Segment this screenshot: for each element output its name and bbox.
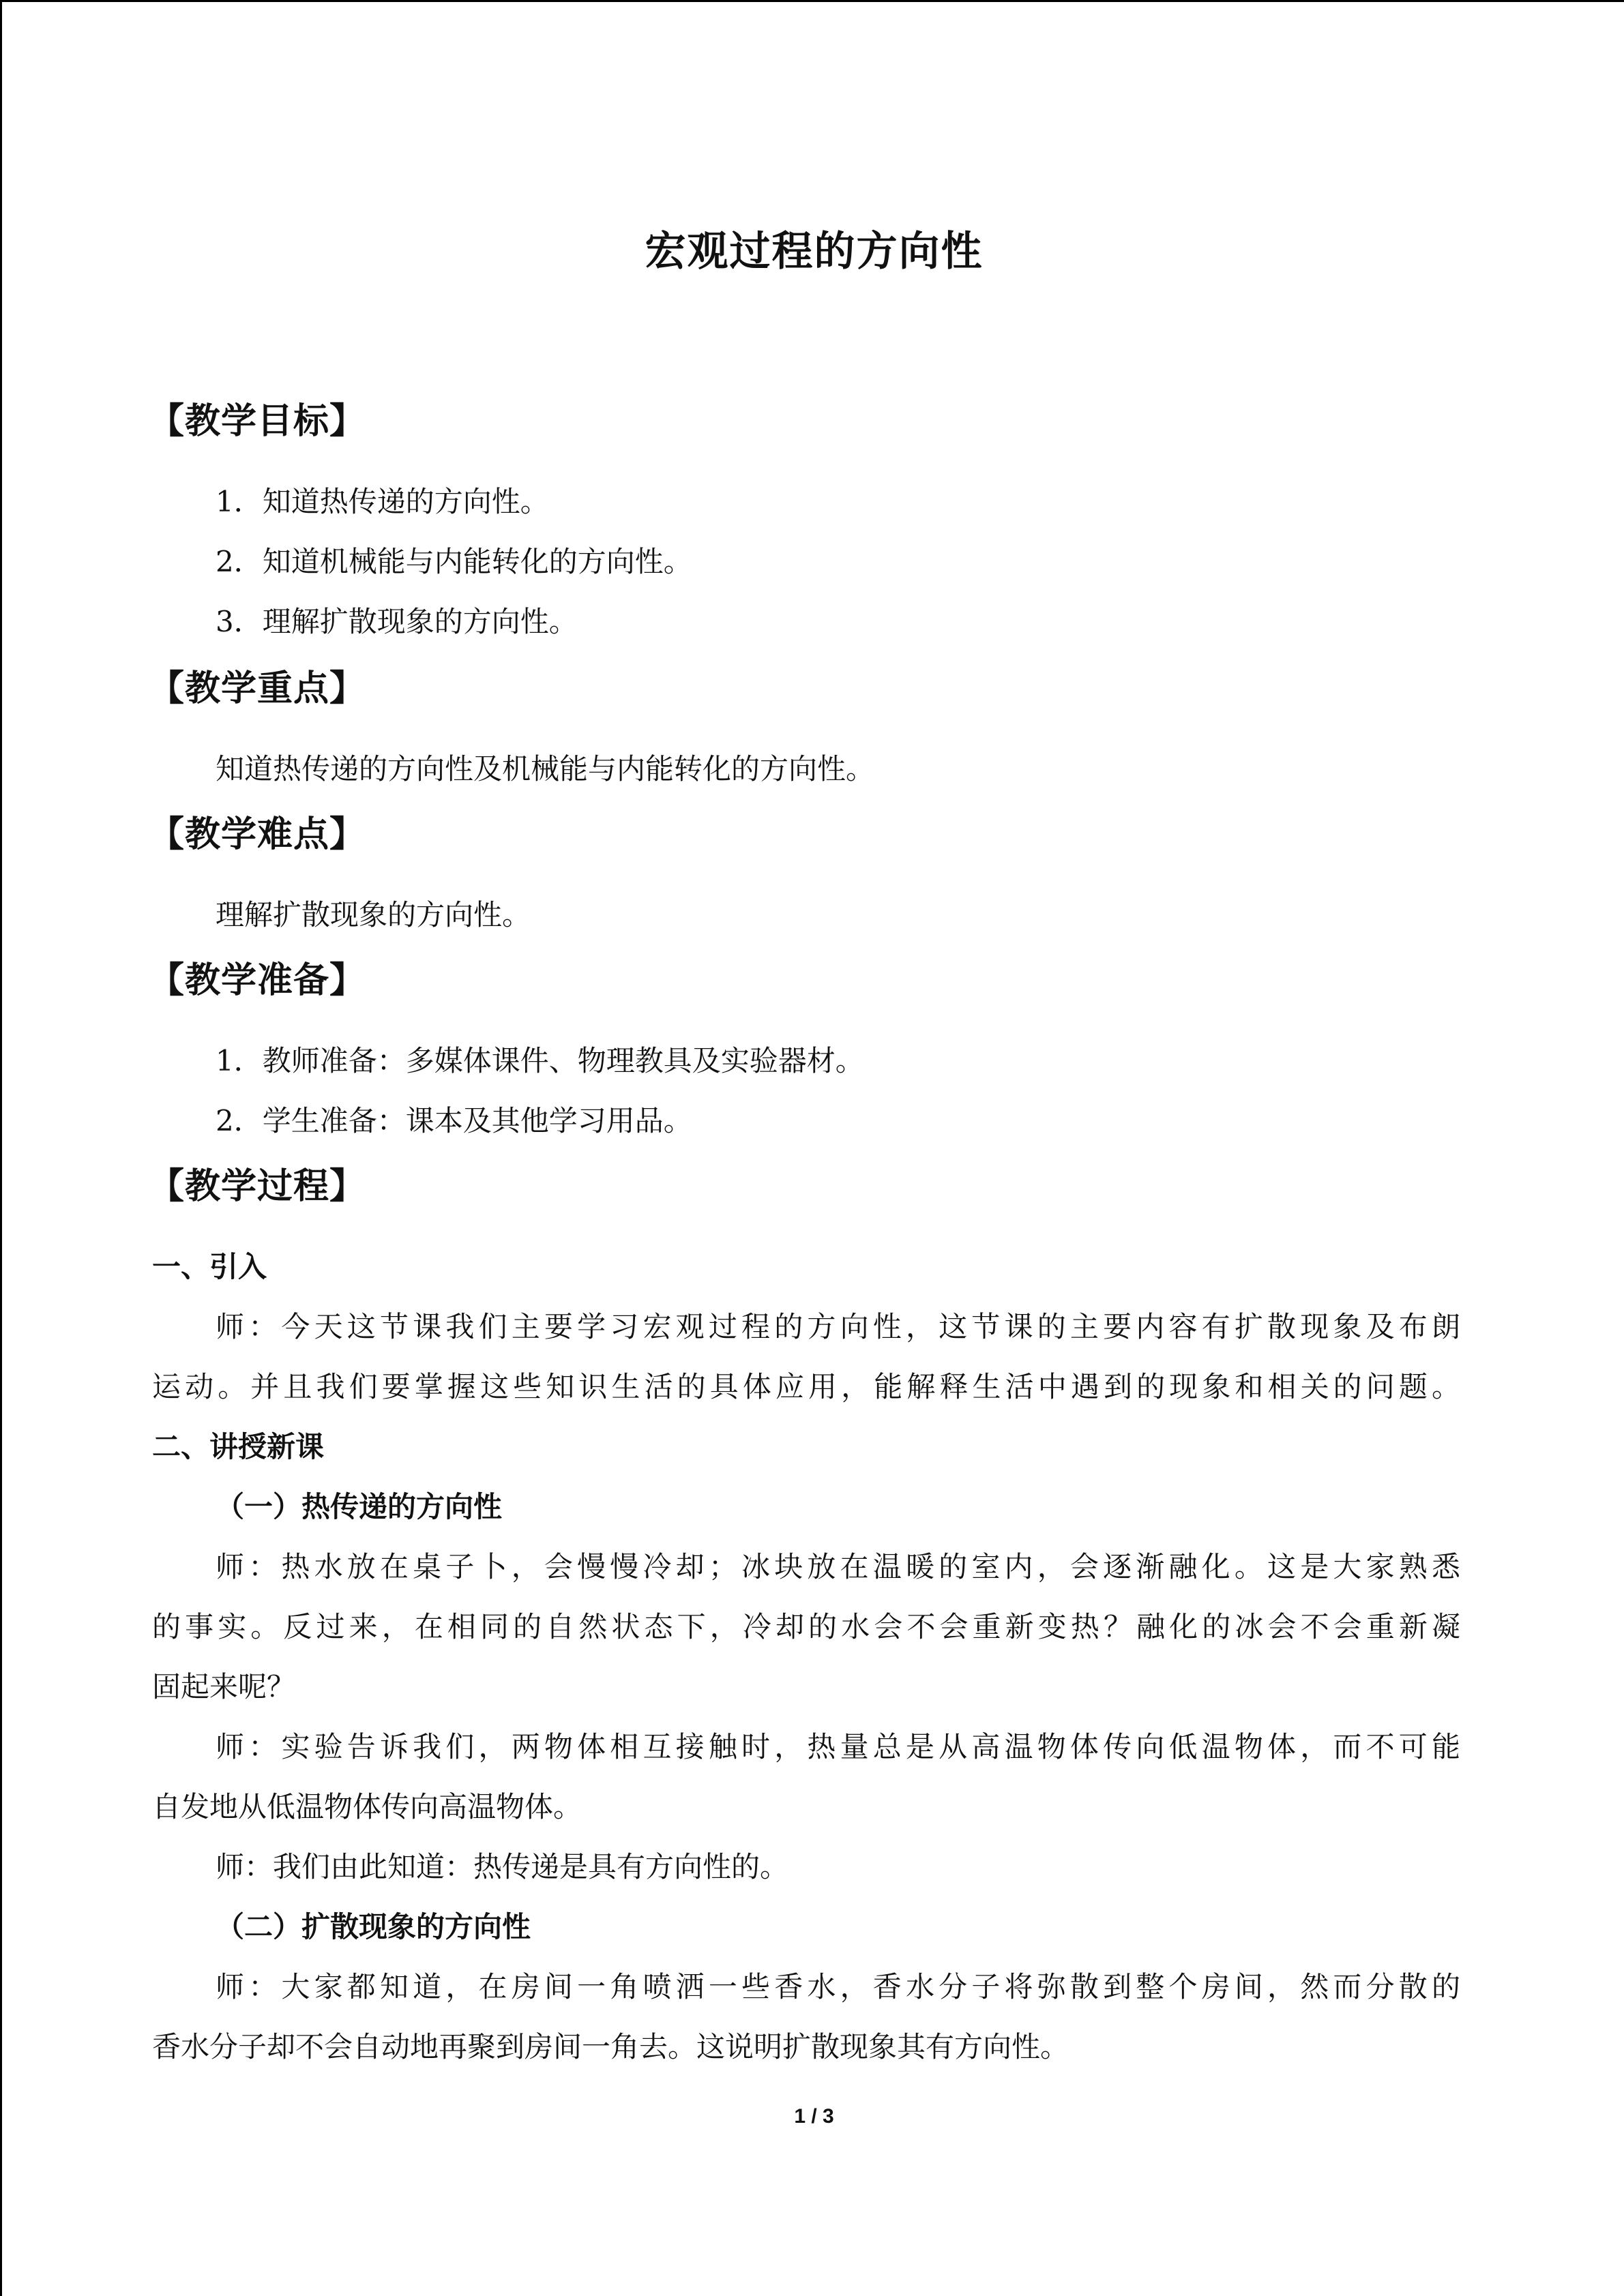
part1-heading: 一、引入	[152, 1250, 267, 1283]
sub2-p1-line: 师：大家都知道，在房间一角喷洒一些香水，香水分子将弥散到整个房间，然而分散的	[216, 1970, 1460, 2003]
objective-item: 2．知道机械能与内能转化的方向性。	[216, 545, 692, 578]
difficulties-text: 理解扩散现象的方向性。	[216, 898, 531, 931]
objective-item: 1．知道热传递的方向性。	[216, 485, 549, 518]
sub2-p1-line: 香水分子却不会自动地再聚到房间一角去。这说明扩散现象其有方向性。	[152, 2030, 1069, 2063]
page-number: 1 / 3	[794, 2105, 834, 2128]
sub1-p2-line: 自发地从低温物体传向高温物体。	[152, 1790, 582, 1823]
sub1-heading: （一）热传递的方向性	[216, 1490, 503, 1523]
document-title: 宏观过程的方向性	[645, 228, 984, 275]
preparation-item: 1．教师准备：多媒体课件、物理教具及实验器材。	[216, 1044, 864, 1077]
objective-item: 3．理解扩散现象的方向性。	[216, 605, 578, 638]
key-points-heading: 【教学重点】	[149, 668, 366, 709]
sub1-p1-line: 固起来呢？	[152, 1670, 296, 1703]
sub1-p2-line: 师：实验告诉我们，两物体相互接触时，热量总是从高温物体传向低温物体，而不可能	[216, 1730, 1460, 1763]
part1-line: 师：今天这节课我们主要学习宏观过程的方向性，这节课的主要内容有扩散现象及布朗	[216, 1310, 1460, 1343]
sub2-heading: （二）扩散现象的方向性	[216, 1910, 531, 1943]
preparation-heading: 【教学准备】	[149, 960, 366, 1001]
part2-heading: 二、讲授新课	[152, 1430, 325, 1463]
objectives-heading: 【教学目标】	[149, 401, 366, 442]
process-heading: 【教学过程】	[149, 1166, 366, 1207]
key-points-text: 知道热传递的方向性及机械能与内能转化的方向性。	[216, 752, 875, 786]
sub1-p1-line: 师：热水放在桌子卜，会慢慢冷却；冰块放在温暖的室内，会逐渐融化。这是大家熟悉	[216, 1550, 1460, 1583]
part1-line: 运动。并且我们要掌握这些知识生活的具体应用，能解释生活中遇到的现象和相关的问题。	[152, 1370, 1460, 1403]
sub1-p3: 师：我们由此知道：热传递是具有方向性的。	[216, 1850, 789, 1883]
sub1-p1-line: 的事实。反过来，在相同的自然状态下，冷却的水会不会重新变热？融化的冰会不会重新凝	[152, 1610, 1460, 1643]
difficulties-heading: 【教学难点】	[149, 814, 366, 855]
preparation-item: 2．学生准备：课本及其他学习用品。	[216, 1104, 692, 1137]
